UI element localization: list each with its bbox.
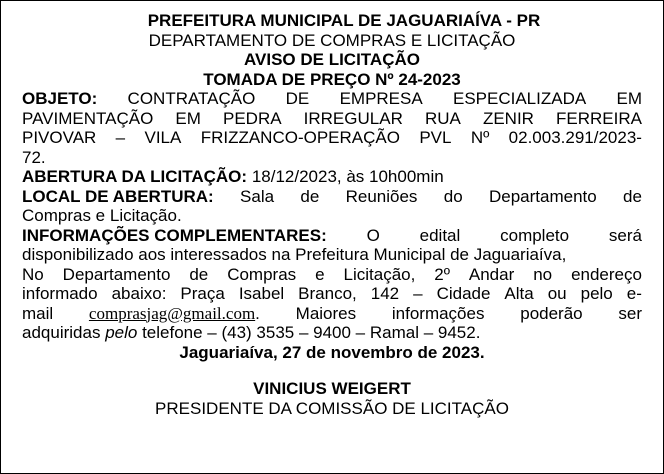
- objeto-word: EM: [175, 108, 201, 128]
- info-word: Praça: [180, 284, 225, 303]
- info-word: pelo: [580, 284, 613, 303]
- info-word: informado: [22, 284, 98, 303]
- abertura-row: [22, 167, 642, 187]
- info-word: O: [366, 225, 380, 245]
- info-word: Maiores: [295, 303, 357, 323]
- info-word: completo: [500, 225, 570, 245]
- info-word: Cidade: [436, 284, 491, 303]
- info-word: ser: [618, 303, 642, 323]
- abertura-value: 18/12/2023, às 10h00min: [251, 167, 444, 186]
- info-word: Branco,: [298, 284, 357, 303]
- info-word: edital: [419, 225, 461, 245]
- local-word: Sala: [240, 186, 275, 206]
- info-line-5: [22, 304, 642, 324]
- objeto-word: VILA: [144, 128, 182, 147]
- objeto-line-2: [22, 109, 642, 129]
- info-line-1: [22, 226, 642, 246]
- local-line-1: [22, 187, 642, 207]
- objeto-word: FERREIRA: [556, 108, 642, 128]
- dateline: Jaguariaíva, 27 de novembro de 2023.: [179, 342, 485, 362]
- local-label: LOCAL DE ABERTURA:: [22, 186, 214, 206]
- objeto-word: 02.003.291/2023-: [508, 128, 642, 147]
- info-label: INFORMAÇÕES COMPLEMENTARES:: [22, 225, 327, 245]
- signatory-name: VINICIUS WEIGERT: [253, 379, 411, 398]
- info-word: –: [413, 284, 423, 303]
- email-with-period: [89, 304, 260, 324]
- info-line-3: [22, 265, 642, 285]
- info-word: no: [533, 264, 553, 284]
- objeto-line-1: [22, 89, 642, 109]
- objeto-word: PAVIMENTAÇÃO: [22, 108, 154, 128]
- info-text: adquiridas: [22, 323, 101, 342]
- info-word: Departamento: [62, 264, 171, 284]
- department-title: DEPARTAMENTO DE COMPRAS E LICITAÇÃO: [148, 30, 516, 50]
- info-word: Isabel: [238, 284, 285, 303]
- info-word: e: [315, 264, 325, 284]
- info-word: No: [22, 264, 44, 284]
- objeto-word: DE: [285, 89, 310, 108]
- objeto-line-3: [22, 128, 642, 148]
- objeto-word: IRREGULAR: [303, 108, 403, 128]
- municipality-title: PREFEITURA MUNICIPAL DE JAGUARIAÍVA - PR: [147, 11, 541, 30]
- local-line-2: Compras e Licitação.: [22, 206, 182, 225]
- info-word: Andar: [468, 264, 515, 284]
- objeto-word: FRIZZANCO-OPERAÇÃO: [200, 128, 400, 147]
- abertura-label: ABERTURA DA LICITAÇÃO:: [22, 167, 248, 186]
- info-italic-text: pelo: [105, 323, 138, 342]
- objeto-word: EMPRESA: [339, 89, 423, 108]
- info-word: endereço: [571, 264, 642, 284]
- info-word: poderão: [520, 303, 583, 323]
- info-word: .: [255, 303, 260, 323]
- info-line-4: [22, 284, 642, 304]
- info-text: telefone – (43) 3535 – 9400 – Ramal – 9452.: [142, 323, 481, 342]
- notice-title: AVISO DE LICITAÇÃO: [244, 50, 420, 69]
- objeto-word: ESPECIALIZADA: [452, 89, 587, 108]
- info-word: informações: [391, 303, 485, 323]
- local-word: Departamento: [488, 186, 597, 206]
- objeto-word: PIVOVAR: [22, 128, 97, 147]
- objeto-line-4: 72.: [22, 147, 46, 167]
- info-line-2: disponibilizado aos interessados na Prefeitura Municipal de Jaguariaíva,: [22, 245, 567, 264]
- objeto-word: –: [115, 128, 126, 147]
- info-word: e-: [626, 284, 642, 303]
- local-word: de: [300, 186, 320, 206]
- info-word: 142: [370, 284, 400, 303]
- info-line-6: [22, 323, 642, 343]
- info-word: Licitação,: [343, 264, 416, 284]
- email-link[interactable]: comprasjag@gmail.com: [88, 303, 256, 323]
- objeto-word: ZENIR: [482, 108, 534, 128]
- info-word: ou: [547, 284, 567, 303]
- objeto-word: EM: [616, 89, 642, 108]
- objeto-label: OBJETO:: [22, 89, 98, 108]
- local-word: Reuniões: [345, 186, 418, 206]
- info-word: Alta: [504, 284, 534, 303]
- process-number: TOMADA DE PREÇO Nº 24-2023: [203, 69, 461, 89]
- spacer: [22, 362, 642, 379]
- info-word: abaixo:: [111, 284, 167, 303]
- local-word: do: [443, 186, 463, 206]
- objeto-word: CONTRATAÇÃO: [127, 89, 256, 108]
- local-word: de: [623, 186, 642, 206]
- objeto-word: PEDRA: [222, 108, 282, 128]
- info-word: 2º: [434, 264, 450, 284]
- objeto-word: RUA: [424, 108, 461, 128]
- objeto-word: Nº: [470, 128, 490, 147]
- info-word: Compras: [227, 264, 297, 284]
- info-word: será: [608, 225, 642, 245]
- objeto-word: PVL: [419, 128, 452, 147]
- info-word: mail: [22, 303, 54, 323]
- signatory-role: PRESIDENTE DA COMISSÃO DE LICITAÇÃO: [155, 398, 509, 418]
- info-word: de: [189, 264, 209, 284]
